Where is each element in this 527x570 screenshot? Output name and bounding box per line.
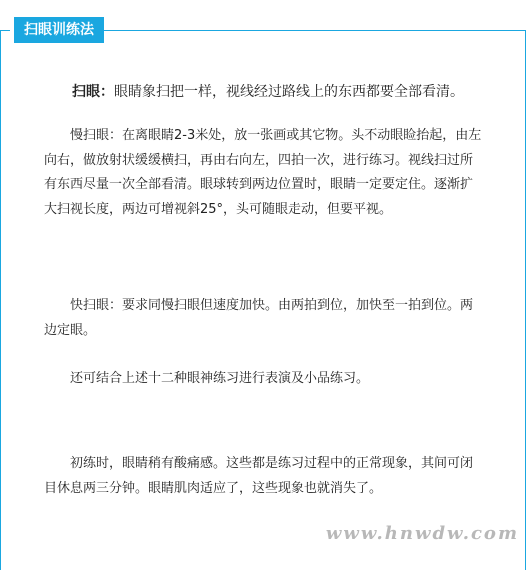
intro-text: 眼睛象扫把一样，视线经过路线上的东西都要全部看清。 <box>114 84 464 100</box>
fast-scan-text: 快扫眼：要求同慢扫眼但速度加快。由两拍到位，加快至一拍到位。两边定眼。 <box>44 298 474 338</box>
section-title: 扫眼训练法 <box>14 17 104 43</box>
intro-term: 扫眼： <box>72 84 114 100</box>
note-paragraph <box>44 452 484 501</box>
site-watermark: www.hnwdw.com <box>325 523 519 544</box>
note-text: 初练时，眼睛稍有酸痛感。这些都是练习过程中的正常现象，其间可闭目休息两三分钟。眼睛肌肉适应了，这些现象也就消失了。 <box>44 456 474 496</box>
slow-scan-paragraph <box>44 124 484 222</box>
combine-paragraph <box>44 367 484 392</box>
intro-paragraph <box>72 80 512 105</box>
slow-scan-text: 慢扫眼：在离眼睛2-3米处，放一张画或其它物。头不动眼睑抬起，由左向右，做放射状缓缓横扫，再由右向左，四拍一次，进行练习。视线扫过所有东西尽量一次全部看清。眼球转到两边位置时，眼睛一定要定住。逐渐扩大扫视长度，两边可增视斜25°，头可随眼走动，但要平视。 <box>44 128 482 217</box>
fast-scan-paragraph <box>44 294 484 343</box>
combine-text: 还可结合上述十二种眼神练习进行表演及小品练习。 <box>70 371 370 386</box>
